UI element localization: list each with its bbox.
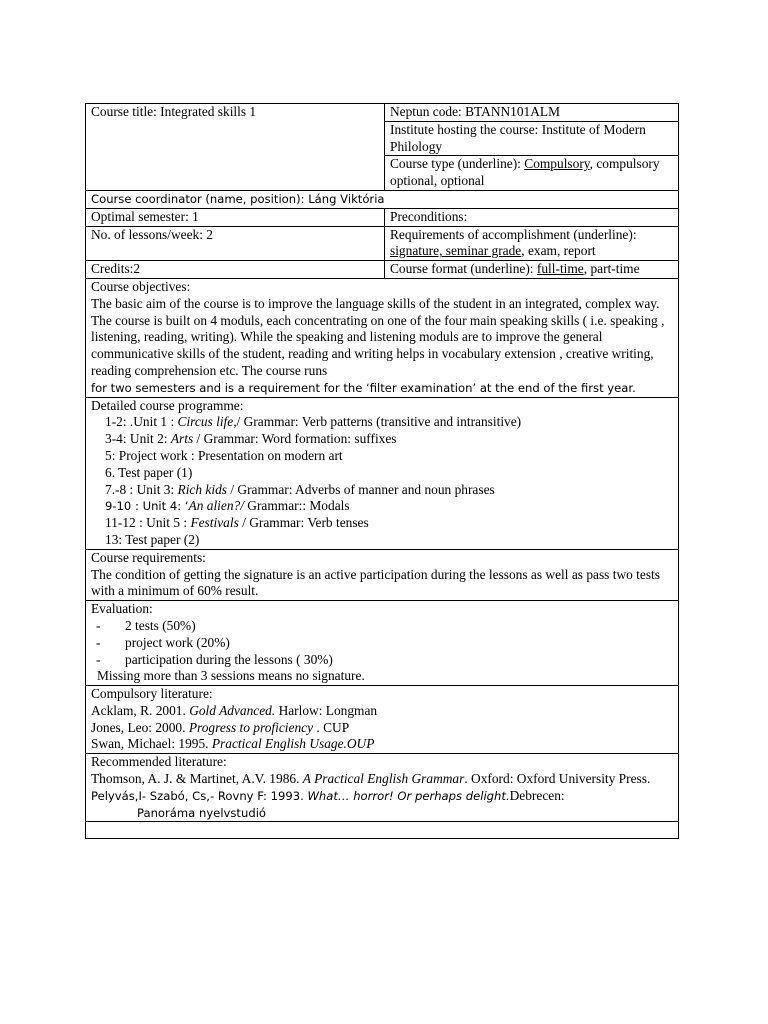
evaluation-item: - 2 tests (50%) <box>96 617 196 633</box>
programme-item: 9-10 : Unit 4: ‘An alien?/ Grammar:: Modals <box>105 498 350 514</box>
coordinator: Course coordinator (name, position): Láng Viktória <box>91 191 385 206</box>
preconditions-cell <box>385 208 679 226</box>
course-type-options: , compulsory optional, optional <box>390 156 660 189</box>
requirements-cell <box>385 226 679 261</box>
objectives-body: The basic aim of the course is to improve the language skills of the student in an integrated, complex way. The course is built on 4 moduls, each concentrating on one of the four main speaking skills ( i.e. speaking , listening, reading, writing). While the speaking and listening moduls are to improve the general communicative skills of the student, reading and writing helps in vocabulary extension , creative writing, reading comprehension etc. The course runs <box>91 295 665 378</box>
neptun-code: Neptun code: BTANN101ALM <box>390 104 561 119</box>
course-description-table <box>85 103 679 839</box>
recommended-heading: Recommended literature: <box>91 754 227 770</box>
requirements-label: Requirements of accomplishment (underline): <box>390 226 637 242</box>
programme-item: 7.-8 : Unit 3: Rich kids / Grammar: Adverbs of manner and noun phrases <box>105 481 495 497</box>
course-type-cell <box>385 156 679 191</box>
evaluation-cell <box>86 601 679 686</box>
programme-item: 6. Test paper (1) <box>105 464 193 480</box>
format-options: , part-time <box>583 261 640 277</box>
course-title-cell <box>86 104 385 191</box>
course-type-label: Course type (underline): <box>390 156 521 172</box>
format-selected: full-time <box>536 261 584 277</box>
course-requirements-heading: Course requirements: <box>91 549 206 565</box>
lessons-cell <box>86 226 385 261</box>
institute: Institute hosting the course: Institute of Modern Philology <box>390 121 646 154</box>
evaluation-note: Missing more than 3 sessions means no signature. <box>97 668 365 684</box>
programme-item: 5: Project work : Presentation on modern art <box>105 447 343 463</box>
programme-item: 13: Test paper (2) <box>105 531 200 547</box>
literature-item: Pelyvás,I- Szabó, Cs,- Rovny F: 1993. What… horror! Or perhaps delight.Debrecen: <box>91 787 565 803</box>
format-cell <box>385 261 679 279</box>
literature-item: Swan, Michael: 1995. Practical English Usage.OUP <box>91 736 375 752</box>
semester-cell <box>86 208 385 226</box>
requirements-selected: signature, seminar grade <box>390 243 522 259</box>
evaluation-item: - participation during the lessons ( 30%) <box>96 651 333 667</box>
programme-item: 1-2: .Unit 1 : Circus life,/ Grammar: Verb patterns (transitive and intransitive) <box>105 414 522 430</box>
programme-heading: Detailed course programme: <box>91 397 244 413</box>
lessons-per-week: No. of lessons/week: 2 <box>91 226 213 242</box>
credits: Credits:2 <box>91 261 141 277</box>
course-requirements-body: The condition of getting the signature is an active participation during the lessons as well as pass two tests with a minimum of 60% result. <box>91 566 660 599</box>
format-label: Course format (underline): <box>390 261 534 277</box>
neptun-code-cell <box>385 104 679 122</box>
literature-item: Acklam, R. 2001. Gold Advanced. Harlow: Longman <box>91 702 378 718</box>
empty-row <box>86 822 679 839</box>
objectives-body-end: for two semesters and is a requirement for the ‘filter examination’ at the end of the first year. <box>91 380 636 395</box>
course-type-selected: Compulsory <box>524 156 590 172</box>
programme-item: 11-12 : Unit 5 : Festivals / Grammar: Verb tenses <box>105 515 369 531</box>
optimal-semester: Optimal semester: 1 <box>91 208 199 224</box>
evaluation-item: - project work (20%) <box>96 634 230 650</box>
institute-cell <box>385 121 679 156</box>
coordinator-cell <box>86 190 679 208</box>
literature-item: Thomson, A. J. & Martinet, A.V. 1986. A Practical English Grammar. Oxford: Oxford University Press. <box>91 771 651 787</box>
objectives-heading: Course objectives: <box>91 278 191 294</box>
compulsory-literature-cell <box>86 686 679 754</box>
compulsory-heading: Compulsory literature: <box>91 686 213 702</box>
literature-item: Jones, Leo: 2000. Progress to proficiency . CUP <box>91 719 350 735</box>
requirements-options: , exam, report <box>521 243 596 259</box>
credits-cell <box>86 261 385 279</box>
preconditions: Preconditions: <box>390 208 468 224</box>
course-title: Course title: Integrated skills 1 <box>91 104 257 119</box>
evaluation-heading: Evaluation: <box>91 601 153 617</box>
course-requirements-cell <box>86 549 679 600</box>
literature-item-publisher: Panoráma nyelvstudió <box>137 805 267 820</box>
programme-cell <box>86 397 679 549</box>
recommended-literature-cell <box>86 754 679 822</box>
programme-item: 3-4: Unit 2: Arts / Grammar: Word formation: suffixes <box>105 431 397 447</box>
objectives-cell <box>86 278 679 397</box>
